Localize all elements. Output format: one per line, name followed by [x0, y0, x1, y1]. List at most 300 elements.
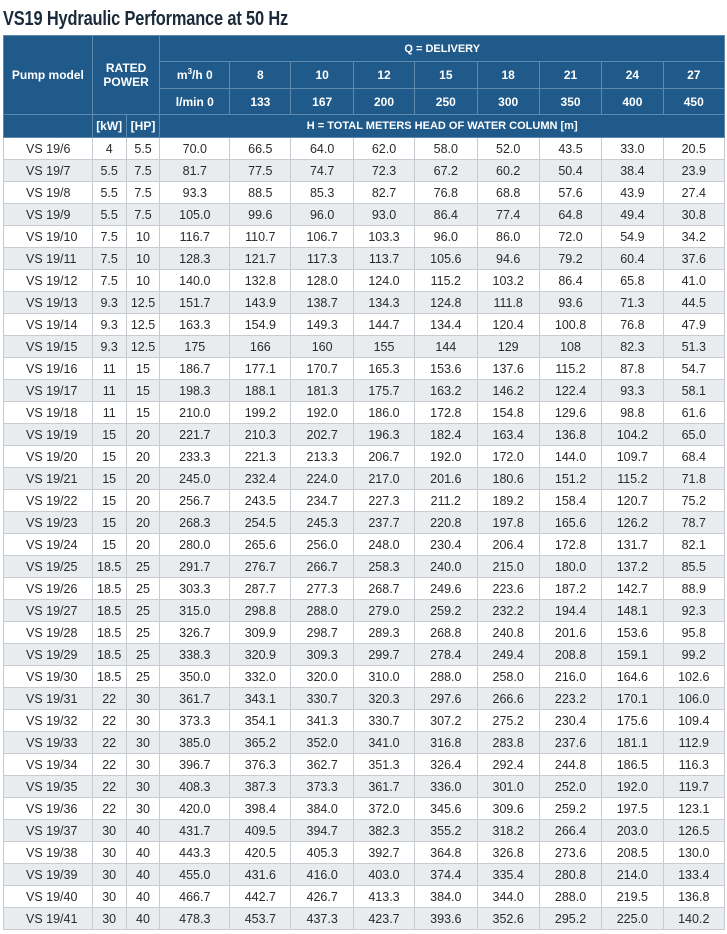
head-cell-18: 111.8	[477, 292, 539, 314]
head-cell-8: 210.3	[230, 424, 291, 446]
table-row	[4, 336, 725, 358]
table-row	[4, 534, 725, 556]
head-cell-10: 106.7	[291, 226, 353, 248]
head-cell-27: 20.5	[663, 138, 724, 160]
head-cell-18: 146.2	[477, 380, 539, 402]
head-cell-27: 116.3	[663, 754, 724, 776]
table-row	[4, 358, 725, 380]
head-cell-18: 197.8	[477, 512, 539, 534]
head-cell-21: 100.8	[539, 314, 601, 336]
head-cell-21: 136.8	[539, 424, 601, 446]
power-hp-cell: 25	[126, 600, 160, 622]
head-cell-18: 189.2	[477, 490, 539, 512]
head-cell-27: 88.9	[663, 578, 724, 600]
power-kw-cell: 9.3	[92, 336, 126, 358]
head-cell-18: 137.6	[477, 358, 539, 380]
head-cell-12: 103.3	[353, 226, 414, 248]
head-cell-24: 131.7	[602, 534, 663, 556]
head-cell-27: 65.0	[663, 424, 724, 446]
head-cell-27: 27.4	[663, 182, 724, 204]
head-cell-24: 115.2	[602, 468, 663, 490]
head-cell-8: 66.5	[230, 138, 291, 160]
head-cell-21: 172.8	[539, 534, 601, 556]
head-cell-12: 144.7	[353, 314, 414, 336]
head-cell-8: 265.6	[230, 534, 291, 556]
head-cell-24: 203.0	[602, 820, 663, 842]
power-hp-cell: 20	[126, 490, 160, 512]
head-cell-0: 233.3	[160, 446, 230, 468]
head-cell-15: 124.8	[415, 292, 477, 314]
head-cell-10: 149.3	[291, 314, 353, 336]
head-cell-12: 392.7	[353, 842, 414, 864]
head-cell-0: 408.3	[160, 776, 230, 798]
pump-model-cell: VS 19/28	[4, 622, 93, 644]
power-hp-cell: 15	[126, 380, 160, 402]
flow-lmin-cell: 250	[415, 89, 477, 115]
power-kw-cell: 18.5	[92, 600, 126, 622]
table-row	[4, 292, 725, 314]
pump-model-cell: VS 19/16	[4, 358, 93, 380]
head-cell-18: 326.8	[477, 842, 539, 864]
head-label-header: H = TOTAL METERS HEAD OF WATER COLUMN [m]	[160, 115, 725, 138]
pump-model-cell: VS 19/12	[4, 270, 93, 292]
head-cell-21: 208.8	[539, 644, 601, 666]
pump-model-cell: VS 19/13	[4, 292, 93, 314]
head-cell-8: 320.9	[230, 644, 291, 666]
head-cell-18: 172.0	[477, 446, 539, 468]
head-cell-15: 384.0	[415, 886, 477, 908]
head-cell-24: 208.5	[602, 842, 663, 864]
pump-model-cell: VS 19/17	[4, 380, 93, 402]
table-row	[4, 908, 725, 930]
head-cell-8: 199.2	[230, 402, 291, 424]
head-cell-24: 126.2	[602, 512, 663, 534]
m3h-unit-sup: 3	[187, 67, 193, 76]
head-cell-21: 244.8	[539, 754, 601, 776]
head-cell-21: 252.0	[539, 776, 601, 798]
table-row	[4, 226, 725, 248]
head-cell-10: 330.7	[291, 688, 353, 710]
power-kw-cell: 5.5	[92, 204, 126, 226]
head-cell-18: 68.8	[477, 182, 539, 204]
table-row	[4, 732, 725, 754]
head-cell-24: 120.7	[602, 490, 663, 512]
power-kw-cell: 22	[92, 688, 126, 710]
power-hp-cell: 25	[126, 644, 160, 666]
flow-lmin-cell: 400	[602, 89, 663, 115]
head-cell-8: 121.7	[230, 248, 291, 270]
table-row	[4, 380, 725, 402]
head-cell-24: 148.1	[602, 600, 663, 622]
head-cell-12: 320.3	[353, 688, 414, 710]
flow-m3h-cell: 24	[602, 62, 663, 89]
power-hp-cell: 10	[126, 270, 160, 292]
table-row	[4, 402, 725, 424]
head-cell-0: 81.7	[160, 160, 230, 182]
head-cell-18: 309.6	[477, 798, 539, 820]
head-cell-15: 163.2	[415, 380, 477, 402]
head-cell-0: 478.3	[160, 908, 230, 930]
head-cell-10: 64.0	[291, 138, 353, 160]
head-cell-10: 117.3	[291, 248, 353, 270]
head-cell-0: 385.0	[160, 732, 230, 754]
flow-lmin-cell: 300	[477, 89, 539, 115]
pump-model-cell: VS 19/38	[4, 842, 93, 864]
head-cell-18: 283.8	[477, 732, 539, 754]
head-cell-10: 160	[291, 336, 353, 358]
head-cell-18: 352.6	[477, 908, 539, 930]
flow-m3h-cell: 12	[353, 62, 414, 89]
head-cell-24: 33.0	[602, 138, 663, 160]
head-cell-24: 49.4	[602, 204, 663, 226]
head-cell-10: 277.3	[291, 578, 353, 600]
head-cell-10: 309.3	[291, 644, 353, 666]
power-kw-cell: 15	[92, 424, 126, 446]
head-cell-12: 341.0	[353, 732, 414, 754]
head-cell-0: 268.3	[160, 512, 230, 534]
flow-m3h-cell: 18	[477, 62, 539, 89]
table-row	[4, 490, 725, 512]
head-cell-0: 128.3	[160, 248, 230, 270]
head-cell-21: 180.0	[539, 556, 601, 578]
head-cell-8: 332.0	[230, 666, 291, 688]
head-cell-18: 206.4	[477, 534, 539, 556]
head-cell-12: 134.3	[353, 292, 414, 314]
pump-model-cell: VS 19/23	[4, 512, 93, 534]
head-cell-21: 93.6	[539, 292, 601, 314]
pump-model-cell: VS 19/36	[4, 798, 93, 820]
head-cell-15: 76.8	[415, 182, 477, 204]
head-cell-12: 165.3	[353, 358, 414, 380]
head-cell-0: 326.7	[160, 622, 230, 644]
head-cell-15: 249.6	[415, 578, 477, 600]
pump-model-cell: VS 19/6	[4, 138, 93, 160]
head-cell-21: 237.6	[539, 732, 601, 754]
head-cell-21: 295.2	[539, 908, 601, 930]
head-cell-10: 85.3	[291, 182, 353, 204]
head-cell-18: 301.0	[477, 776, 539, 798]
pump-model-cell: VS 19/32	[4, 710, 93, 732]
power-hp-cell: 40	[126, 820, 160, 842]
power-kw-cell: 9.3	[92, 292, 126, 314]
flow-m3h-cell: 8	[230, 62, 291, 89]
head-cell-10: 320.0	[291, 666, 353, 688]
head-cell-12: 155	[353, 336, 414, 358]
power-kw-cell: 11	[92, 402, 126, 424]
head-cell-10: 437.3	[291, 908, 353, 930]
head-cell-27: 58.1	[663, 380, 724, 402]
head-cell-0: 303.3	[160, 578, 230, 600]
head-cell-10: 170.7	[291, 358, 353, 380]
power-hp-cell: 20	[126, 424, 160, 446]
power-kw-cell: 18.5	[92, 644, 126, 666]
head-cell-18: 86.0	[477, 226, 539, 248]
table-row	[4, 820, 725, 842]
head-cell-8: 154.9	[230, 314, 291, 336]
head-cell-27: 41.0	[663, 270, 724, 292]
head-cell-15: 374.4	[415, 864, 477, 886]
head-cell-12: 372.0	[353, 798, 414, 820]
power-kw-cell: 18.5	[92, 556, 126, 578]
head-cell-10: 266.7	[291, 556, 353, 578]
head-cell-18: 240.8	[477, 622, 539, 644]
power-kw-cell: 7.5	[92, 226, 126, 248]
head-cell-0: 163.3	[160, 314, 230, 336]
head-cell-24: 186.5	[602, 754, 663, 776]
head-cell-24: 175.6	[602, 710, 663, 732]
head-cell-8: 132.8	[230, 270, 291, 292]
head-cell-21: 79.2	[539, 248, 601, 270]
head-cell-24: 93.3	[602, 380, 663, 402]
head-cell-27: 136.8	[663, 886, 724, 908]
head-cell-21: 288.0	[539, 886, 601, 908]
head-cell-27: 85.5	[663, 556, 724, 578]
head-cell-12: 330.7	[353, 710, 414, 732]
head-cell-0: 466.7	[160, 886, 230, 908]
pump-model-cell: VS 19/9	[4, 204, 93, 226]
head-cell-24: 71.3	[602, 292, 663, 314]
power-kw-cell: 30	[92, 820, 126, 842]
head-cell-0: 93.3	[160, 182, 230, 204]
pump-model-cell: VS 19/7	[4, 160, 93, 182]
head-cell-18: 292.4	[477, 754, 539, 776]
table-row	[4, 710, 725, 732]
head-cell-10: 181.3	[291, 380, 353, 402]
head-cell-27: 126.5	[663, 820, 724, 842]
table-row	[4, 798, 725, 820]
table-header	[4, 36, 725, 138]
head-cell-15: 86.4	[415, 204, 477, 226]
head-cell-0: 210.0	[160, 402, 230, 424]
pump-model-cell: VS 19/10	[4, 226, 93, 248]
pump-model-cell: VS 19/30	[4, 666, 93, 688]
m3h-unit-rest: /h 0	[192, 68, 213, 82]
head-cell-21: 57.6	[539, 182, 601, 204]
power-hp-cell: 15	[126, 402, 160, 424]
head-cell-21: 230.4	[539, 710, 601, 732]
power-kw-cell: 22	[92, 710, 126, 732]
head-cell-0: 443.3	[160, 842, 230, 864]
head-cell-12: 289.3	[353, 622, 414, 644]
head-cell-18: 60.2	[477, 160, 539, 182]
head-cell-8: 177.1	[230, 358, 291, 380]
head-cell-8: 287.7	[230, 578, 291, 600]
power-kw-cell: 5.5	[92, 182, 126, 204]
head-cell-21: 165.6	[539, 512, 601, 534]
head-cell-0: 245.0	[160, 468, 230, 490]
head-cell-27: 37.6	[663, 248, 724, 270]
head-cell-15: 364.8	[415, 842, 477, 864]
head-cell-15: 105.6	[415, 248, 477, 270]
head-cell-0: 140.0	[160, 270, 230, 292]
m3h-unit-header	[160, 62, 230, 89]
head-cell-12: 72.3	[353, 160, 414, 182]
power-kw-cell: 15	[92, 468, 126, 490]
power-kw-cell: 9.3	[92, 314, 126, 336]
power-kw-cell: 11	[92, 380, 126, 402]
head-cell-21: 187.2	[539, 578, 601, 600]
head-cell-15: 316.8	[415, 732, 477, 754]
head-cell-0: 431.7	[160, 820, 230, 842]
head-cell-8: 387.3	[230, 776, 291, 798]
head-cell-12: 186.0	[353, 402, 414, 424]
head-cell-27: 54.7	[663, 358, 724, 380]
pump-model-cell: VS 19/35	[4, 776, 93, 798]
head-cell-8: 453.7	[230, 908, 291, 930]
head-cell-0: 186.7	[160, 358, 230, 380]
head-cell-12: 227.3	[353, 490, 414, 512]
power-hp-cell: 25	[126, 622, 160, 644]
head-cell-18: 180.6	[477, 468, 539, 490]
head-cell-0: 350.0	[160, 666, 230, 688]
head-cell-0: 291.7	[160, 556, 230, 578]
pump-model-cell: VS 19/8	[4, 182, 93, 204]
head-cell-21: 108	[539, 336, 601, 358]
pump-model-cell: VS 19/21	[4, 468, 93, 490]
table-row	[4, 446, 725, 468]
head-cell-0: 256.7	[160, 490, 230, 512]
head-cell-24: 225.0	[602, 908, 663, 930]
pump-model-cell: VS 19/27	[4, 600, 93, 622]
power-hp-cell: 40	[126, 886, 160, 908]
head-cell-15: 134.4	[415, 314, 477, 336]
head-cell-10: 405.3	[291, 842, 353, 864]
power-kw-cell: 15	[92, 534, 126, 556]
head-cell-10: 202.7	[291, 424, 353, 446]
head-cell-0: 280.0	[160, 534, 230, 556]
head-cell-21: 115.2	[539, 358, 601, 380]
head-cell-0: 315.0	[160, 600, 230, 622]
power-kw-cell: 7.5	[92, 248, 126, 270]
head-cell-10: 224.0	[291, 468, 353, 490]
table-row	[4, 248, 725, 270]
flow-m3h-cell: 27	[663, 62, 724, 89]
flow-lmin-cell: 200	[353, 89, 414, 115]
head-cell-21: 50.4	[539, 160, 601, 182]
head-cell-12: 82.7	[353, 182, 414, 204]
table-row	[4, 886, 725, 908]
pump-model-cell: VS 19/31	[4, 688, 93, 710]
head-cell-15: 115.2	[415, 270, 477, 292]
head-cell-21: 158.4	[539, 490, 601, 512]
head-cell-8: 398.4	[230, 798, 291, 820]
head-cell-15: 336.0	[415, 776, 477, 798]
head-cell-10: 362.7	[291, 754, 353, 776]
head-cell-8: 420.5	[230, 842, 291, 864]
pump-model-cell: VS 19/14	[4, 314, 93, 336]
head-cell-12: 206.7	[353, 446, 414, 468]
head-cell-12: 62.0	[353, 138, 414, 160]
head-cell-27: 51.3	[663, 336, 724, 358]
pump-model-cell: VS 19/41	[4, 908, 93, 930]
head-cell-12: 237.7	[353, 512, 414, 534]
head-cell-21: 273.6	[539, 842, 601, 864]
table-row	[4, 424, 725, 446]
power-kw-cell: 22	[92, 732, 126, 754]
power-hp-cell: 12.5	[126, 314, 160, 336]
table-row	[4, 182, 725, 204]
head-cell-18: 258.0	[477, 666, 539, 688]
head-cell-10: 384.0	[291, 798, 353, 820]
head-cell-18: 275.2	[477, 710, 539, 732]
power-kw-cell: 11	[92, 358, 126, 380]
head-cell-18: 52.0	[477, 138, 539, 160]
power-hp-cell: 12.5	[126, 336, 160, 358]
head-cell-24: 87.8	[602, 358, 663, 380]
head-cell-27: 102.6	[663, 666, 724, 688]
head-cell-15: 355.2	[415, 820, 477, 842]
power-kw-cell: 30	[92, 908, 126, 930]
head-cell-10: 394.7	[291, 820, 353, 842]
head-cell-12: 175.7	[353, 380, 414, 402]
head-cell-0: 70.0	[160, 138, 230, 160]
pump-model-cell: VS 19/19	[4, 424, 93, 446]
head-cell-24: 38.4	[602, 160, 663, 182]
pump-model-header: Pump model	[4, 36, 93, 115]
flow-m3h-cell: 10	[291, 62, 353, 89]
head-cell-12: 351.3	[353, 754, 414, 776]
power-kw-cell: 4	[92, 138, 126, 160]
head-cell-12: 113.7	[353, 248, 414, 270]
power-hp-cell: 30	[126, 732, 160, 754]
head-cell-12: 93.0	[353, 204, 414, 226]
power-kw-cell: 18.5	[92, 578, 126, 600]
head-cell-0: 221.7	[160, 424, 230, 446]
head-cell-27: 123.1	[663, 798, 724, 820]
pump-model-cell: VS 19/33	[4, 732, 93, 754]
head-cell-21: 86.4	[539, 270, 601, 292]
table-row	[4, 842, 725, 864]
power-hp-cell: 40	[126, 908, 160, 930]
hp-unit-header: [HP]	[126, 115, 160, 138]
head-cell-24: 153.6	[602, 622, 663, 644]
power-kw-cell: 7.5	[92, 270, 126, 292]
head-cell-21: 259.2	[539, 798, 601, 820]
head-cell-27: 130.0	[663, 842, 724, 864]
head-cell-24: 192.0	[602, 776, 663, 798]
head-cell-10: 352.0	[291, 732, 353, 754]
head-cell-24: 197.5	[602, 798, 663, 820]
head-cell-15: 58.0	[415, 138, 477, 160]
head-cell-0: 361.7	[160, 688, 230, 710]
power-hp-cell: 30	[126, 798, 160, 820]
head-cell-0: 151.7	[160, 292, 230, 314]
head-cell-8: 298.8	[230, 600, 291, 622]
head-cell-0: 198.3	[160, 380, 230, 402]
power-hp-cell: 30	[126, 754, 160, 776]
head-cell-24: 159.1	[602, 644, 663, 666]
head-cell-24: 60.4	[602, 248, 663, 270]
delivery-header: Q = DELIVERY	[160, 36, 725, 62]
table-row	[4, 644, 725, 666]
head-cell-0: 420.0	[160, 798, 230, 820]
head-cell-15: 307.2	[415, 710, 477, 732]
head-cell-12: 196.3	[353, 424, 414, 446]
head-cell-8: 221.3	[230, 446, 291, 468]
head-cell-21: 122.4	[539, 380, 601, 402]
power-hp-cell: 20	[126, 446, 160, 468]
page-title: VS19 Hydraulic Performance at 50 Hz	[3, 8, 289, 30]
head-cell-21: 43.5	[539, 138, 601, 160]
head-cell-8: 243.5	[230, 490, 291, 512]
head-cell-27: 109.4	[663, 710, 724, 732]
head-cell-0: 105.0	[160, 204, 230, 226]
head-cell-10: 256.0	[291, 534, 353, 556]
head-cell-0: 396.7	[160, 754, 230, 776]
pump-model-cell: VS 19/29	[4, 644, 93, 666]
power-hp-cell: 40	[126, 864, 160, 886]
power-hp-cell: 10	[126, 226, 160, 248]
